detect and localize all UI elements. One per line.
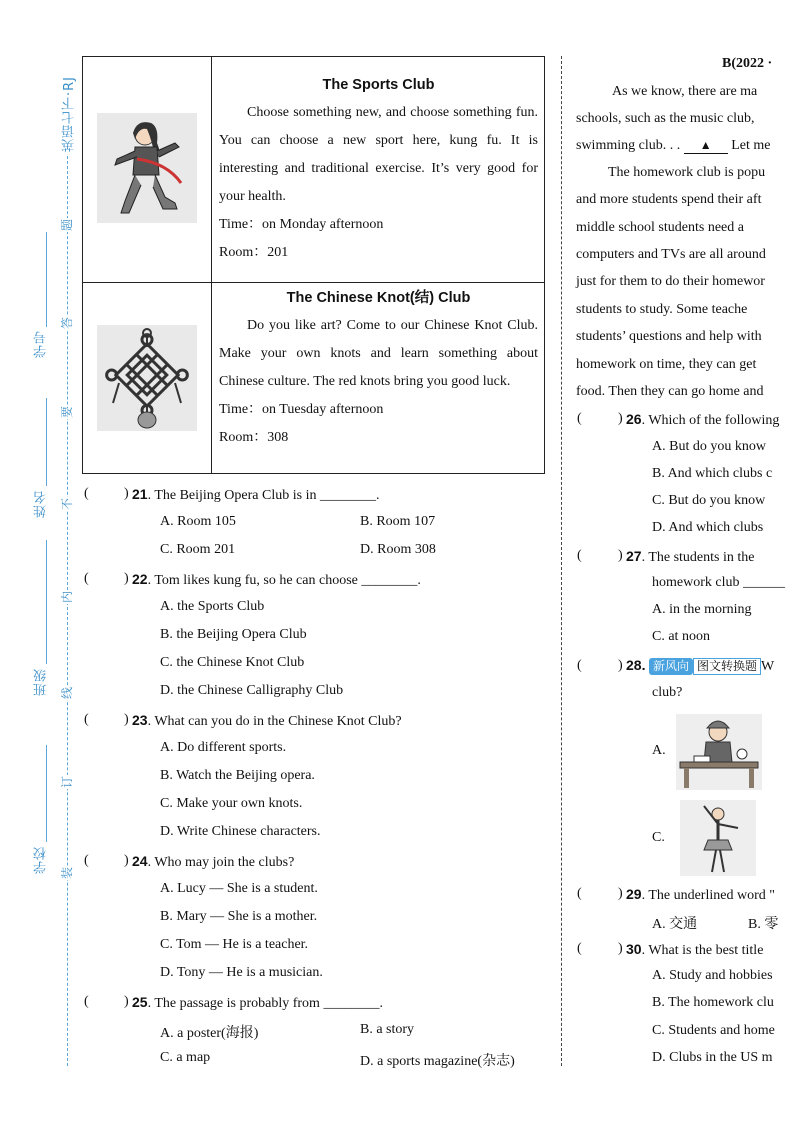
- option[interactable]: C. the Chinese Knot Club: [160, 655, 305, 670]
- option[interactable]: B. And which clubs c: [652, 466, 773, 481]
- club-text-sports: [219, 57, 538, 267]
- option[interactable]: B. the Beijing Opera Club: [160, 627, 307, 642]
- tag-new-trend: 新风向: [649, 658, 693, 675]
- option[interactable]: B. Mary — She is a mother.: [160, 909, 318, 924]
- question-stem: . The passage is probably from ________.: [147, 996, 383, 1011]
- question-number: 24: [132, 853, 148, 869]
- option[interactable]: D. a sports magazine(杂志): [360, 1054, 515, 1069]
- answer-paren[interactable]: (: [84, 712, 89, 727]
- club-description: Choose something new, and choose something fun. You can choose a new sport here, kung fu. It is interesting and traditional exercise. It’s very good for your health.: [219, 105, 538, 204]
- question-stem-line: homework club ______: [652, 575, 785, 590]
- option[interactable]: A. in the morning: [652, 602, 752, 617]
- club-row-sports: [83, 57, 544, 283]
- passage-line: middle school students need a: [576, 220, 744, 235]
- student-at-desk-icon[interactable]: [676, 714, 762, 790]
- answer-paren[interactable]: (: [577, 886, 582, 901]
- club-image-cell: [83, 57, 212, 282]
- seal-char: 内: [60, 591, 74, 604]
- seal-char: 装: [60, 867, 74, 880]
- column-divider: [561, 56, 562, 1066]
- question-number: 23: [132, 712, 148, 728]
- option[interactable]: C. Students and home: [652, 1023, 775, 1038]
- question-29: [626, 886, 775, 904]
- paren-close: ): [618, 411, 623, 426]
- option[interactable]: A. Study and hobbies: [652, 968, 773, 983]
- answer-paren[interactable]: (: [84, 853, 89, 868]
- paren-close: ): [618, 941, 623, 956]
- question-number: 21: [132, 486, 148, 502]
- question-number: 29: [626, 886, 642, 902]
- paren-close: ): [124, 712, 129, 727]
- field-line: [46, 540, 47, 664]
- question-24: [132, 853, 294, 871]
- option[interactable]: B. The homework clu: [652, 995, 774, 1010]
- option[interactable]: D. Tony — He is a musician.: [160, 965, 323, 980]
- seal-char: 要: [60, 406, 74, 419]
- question-stem: . Tom likes kung fu, so he can choose ________.: [147, 573, 421, 588]
- seal-char: 订: [60, 776, 74, 789]
- option[interactable]: C. Tom — He is a teacher.: [160, 937, 309, 952]
- option[interactable]: D. the Chinese Calligraphy Club: [160, 683, 344, 698]
- option[interactable]: C.: [652, 830, 665, 845]
- question-stem: . The Beijing Opera Club is in ________.: [147, 488, 380, 503]
- question-number: 26: [626, 411, 642, 427]
- answer-paren[interactable]: (: [577, 658, 582, 673]
- question-number: 28: [626, 657, 642, 673]
- option[interactable]: B. a story: [360, 1022, 415, 1037]
- club-text-chinese-knot: [219, 283, 538, 452]
- passage-line-text: swimming club. . .: [576, 138, 684, 153]
- question-26: [626, 411, 779, 429]
- club-row-chinese-knot: [83, 283, 544, 473]
- blank-marker[interactable]: ▲: [684, 138, 728, 154]
- option[interactable]: C. a map: [160, 1050, 211, 1065]
- answer-paren[interactable]: (: [84, 571, 89, 586]
- kung-fu-girl-icon: [97, 113, 197, 223]
- option[interactable]: D. Write Chinese characters.: [160, 824, 321, 839]
- question-27: [626, 548, 754, 566]
- dancer-icon[interactable]: [680, 800, 756, 876]
- passage-line: schools, such as the music club,: [576, 111, 755, 126]
- field-name: 姓名: [34, 490, 49, 518]
- passage-line: and more students spend their aft: [576, 192, 762, 207]
- paren-close: ): [124, 853, 129, 868]
- club-table: [82, 56, 545, 474]
- club-time: Time：on Tuesday afternoon: [219, 402, 384, 417]
- seal-char: 题: [60, 219, 74, 232]
- field-student-id: 学号: [34, 330, 49, 358]
- question-28: 28. 新风向 图文转换题 W: [626, 657, 775, 674]
- option[interactable]: A. the Sports Club: [160, 599, 265, 614]
- option[interactable]: A. 交通: [652, 917, 698, 932]
- question-22: [132, 571, 421, 589]
- answer-paren[interactable]: (: [84, 994, 89, 1009]
- paren-close: ): [618, 548, 623, 563]
- passage-line: just for them to do their homewor: [576, 274, 765, 289]
- option[interactable]: D. Clubs in the US m: [652, 1050, 773, 1065]
- field-line: [46, 745, 47, 842]
- answer-paren[interactable]: (: [577, 411, 582, 426]
- paren-close: ): [618, 658, 623, 673]
- answer-paren[interactable]: (: [577, 548, 582, 563]
- subject-label: 英语七下·RJ: [62, 76, 77, 152]
- passage-line-text: Let me: [731, 138, 771, 153]
- cut-line: [67, 156, 68, 1066]
- paren-close: ): [124, 571, 129, 586]
- passage-line: students’ questions and help with: [576, 329, 762, 344]
- question-stem: . What can you do in the Chinese Knot Club?: [147, 714, 402, 729]
- tag-image-text: 图文转换题: [693, 658, 761, 675]
- option[interactable]: B. Room 107: [360, 514, 436, 529]
- question-stem: . The students in the: [641, 550, 755, 565]
- question-number: 22: [132, 571, 148, 587]
- seal-char: 不: [60, 498, 74, 511]
- section-header: B(2022 ·: [722, 56, 773, 71]
- paren-close: ): [618, 886, 623, 901]
- field-school: 学校: [34, 846, 49, 874]
- club-room: Room：308: [219, 430, 289, 445]
- answer-paren[interactable]: (: [577, 941, 582, 956]
- club-title: The Chinese Knot(结) Club: [286, 290, 471, 306]
- option[interactable]: C. Make your own knots.: [160, 796, 303, 811]
- option[interactable]: B. 零: [748, 917, 779, 932]
- passage-line: homework on time, they can get: [576, 357, 757, 372]
- seal-char: 线: [60, 687, 74, 700]
- option[interactable]: A. Room 105: [160, 514, 236, 529]
- club-room: Room：201: [219, 245, 289, 260]
- club-image-cell: [83, 283, 212, 473]
- option[interactable]: B. Watch the Beijing opera.: [160, 768, 315, 783]
- option[interactable]: A.: [652, 743, 666, 758]
- question-number: 25: [132, 994, 148, 1010]
- question-stem: . The underlined word ": [641, 888, 775, 903]
- option[interactable]: C. at noon: [652, 629, 710, 644]
- question-stem-line: club?: [652, 685, 683, 700]
- paren-close: ): [124, 486, 129, 501]
- seal-char: 答: [60, 317, 74, 330]
- club-title: The Sports Club: [322, 77, 435, 93]
- question-23: [132, 712, 402, 730]
- club-description: Do you like art? Come to our Chinese Knot Club. Make your own knots and learn something about Chinese culture. The red knots bring you good luck.: [219, 318, 538, 389]
- question-stem: . Which of the following: [641, 413, 780, 428]
- option[interactable]: D. Room 308: [360, 542, 436, 557]
- question-30: [626, 941, 763, 959]
- question-21: [132, 486, 379, 504]
- question-number: 30: [626, 941, 642, 957]
- option[interactable]: D. And which clubs: [652, 520, 764, 535]
- option[interactable]: A. Do different sports.: [160, 740, 287, 755]
- option[interactable]: A. But do you know: [652, 439, 766, 454]
- question-25: [132, 994, 383, 1012]
- passage-line: computers and TVs are all around: [576, 247, 766, 262]
- option[interactable]: A. a poster(海报): [160, 1026, 259, 1041]
- question-number: 27: [626, 548, 642, 564]
- question-stem: . Who may join the clubs?: [147, 855, 295, 870]
- question-stem: . What is the best title: [641, 943, 764, 958]
- passage-line: students to study. Some teache: [576, 302, 748, 317]
- passage-line: [576, 138, 771, 154]
- option[interactable]: C. But do you know: [652, 493, 766, 508]
- field-class: 班级: [34, 668, 49, 696]
- question-stem: W: [761, 659, 775, 674]
- answer-paren[interactable]: (: [84, 486, 89, 501]
- chinese-knot-icon: [97, 325, 197, 431]
- binding-margin: [0, 0, 80, 1123]
- option[interactable]: C. Room 201: [160, 542, 236, 557]
- field-line: [46, 232, 47, 327]
- club-time: Time：on Monday afternoon: [219, 217, 384, 232]
- option[interactable]: A. Lucy — She is a student.: [160, 881, 318, 896]
- paren-close: ): [124, 994, 129, 1009]
- passage-line: food. Then they can go home and: [576, 384, 764, 399]
- passage-line: As we know, there are ma: [612, 84, 758, 99]
- passage-line: The homework club is popu: [608, 165, 766, 180]
- field-line: [46, 398, 47, 486]
